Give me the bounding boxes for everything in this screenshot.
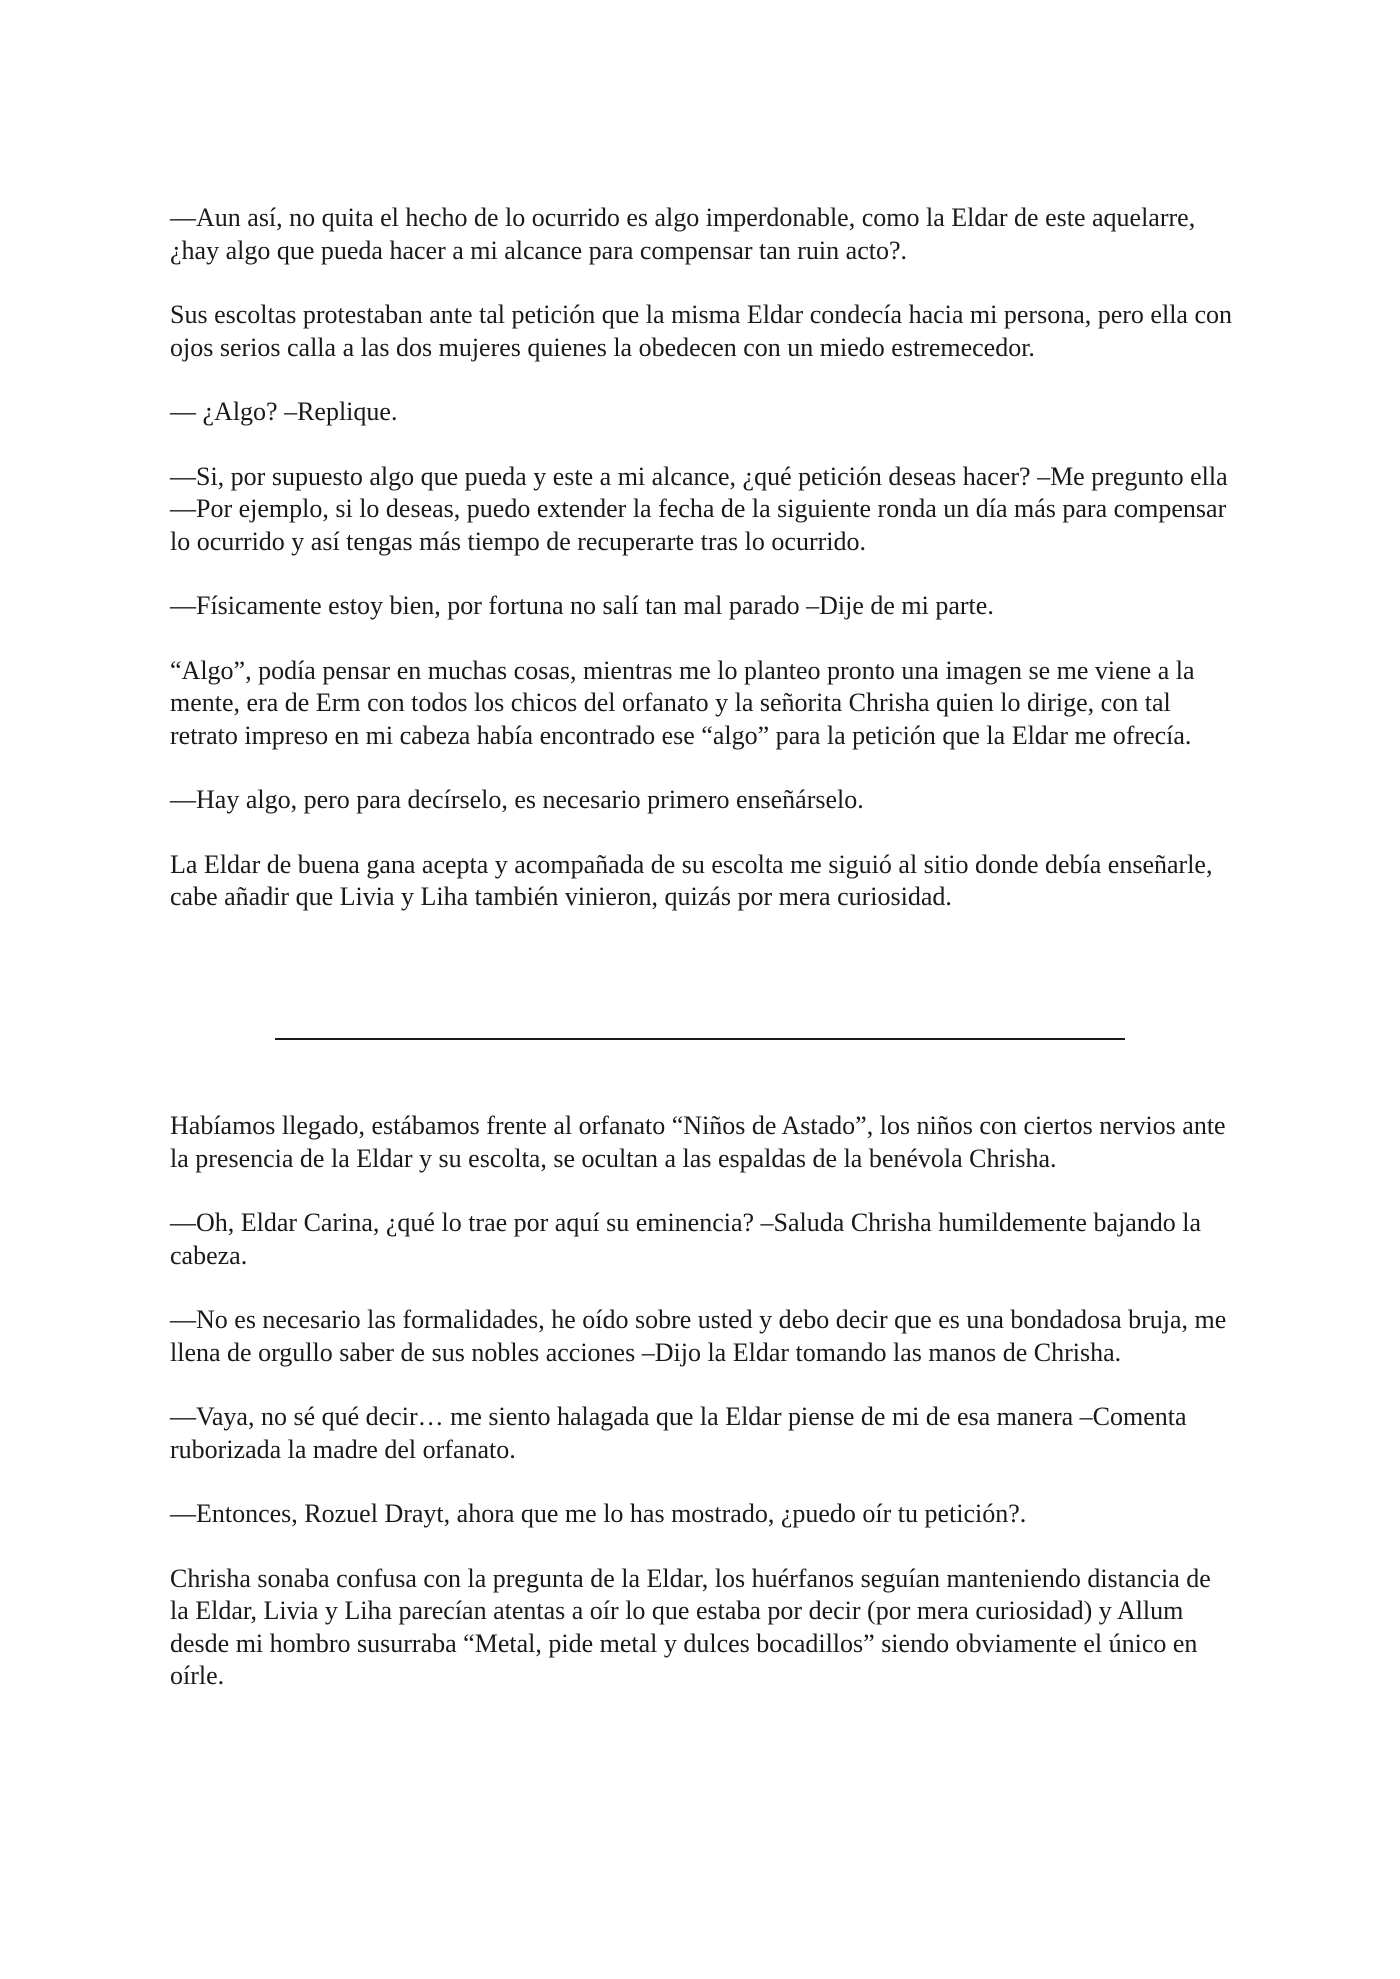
paragraph: —No es necesario las formalidades, he oído sobre usted y debo decir que es una bondadosa bruja, me llena de orgullo saber de sus nobles acciones –Dijo la Eldar tomando las manos de Chrisha. <box>170 1305 1227 1367</box>
paragraph: —Hay algo, pero para decírselo, es necesario primero enseñárselo. <box>170 785 864 814</box>
paragraph: Chrisha sonaba confusa con la pregunta de la Eldar, los huérfanos seguían manteniendo distancia de la Eldar, Livia y Liha parecían atentas a oír lo que estaba por decir (por mera curiosidad) y Allum desde mi hombro susurraba “Metal, pide metal y dulces bocadillos” siendo obviamente el único en oírle. <box>170 1563 1211 1690</box>
paragraph: “Algo”, podía pensar en muchas cosas, mientras me lo planteo pronto una imagen se me viene a la mente, era de Erm con todos los chicos del orfanato y la señorita Chrisha quien lo dirige, con tal retrato impreso en mi cabeza había encontrado ese “algo” para la petición que la Eldar me ofrecía. <box>170 655 1195 750</box>
paragraph: La Eldar de buena gana acepta y acompañada de su escolta me siguió al sitio donde debía enseñarle, cabe añadir que Livia y Liha también vinieron, quizás por mera curiosidad. <box>170 849 1213 911</box>
paragraph: Sus escoltas protestaban ante tal petición que la misma Eldar condecía hacia mi persona, pero ella con ojos serios calla a las dos mujeres quienes la obedecen con un miedo estremecedor. <box>170 300 1233 362</box>
paragraph: —Vaya, no sé qué decir… me siento halagada que la Eldar piense de mi de esa manera –Comenta ruborizada la madre del orfanato. <box>170 1402 1187 1464</box>
paragraph: —Aun así, no quita el hecho de lo ocurrido es algo imperdonable, como la Eldar de este aquelarre, ¿hay algo que pueda hacer a mi alcance para compensar tan ruin acto?. <box>170 203 1196 265</box>
paragraph: — ¿Algo? –Replique. <box>170 397 398 426</box>
text-section-2 <box>170 1110 1232 1725</box>
section-divider <box>275 1038 1125 1040</box>
paragraph: Habíamos llegado, estábamos frente al orfanato “Niños de Astado”, los niños con ciertos nervios ante la presencia de la Eldar y su escolta, se ocultan a las espaldas de la benévola Chrisha. <box>170 1111 1226 1173</box>
paragraph: —Entonces, Rozuel Drayt, ahora que me lo has mostrado, ¿puedo oír tu petición?. <box>170 1499 1027 1528</box>
paragraph: —Oh, Eldar Carina, ¿qué lo trae por aquí su eminencia? –Saluda Chrisha humildemente bajando la cabeza. <box>170 1208 1202 1270</box>
paragraph: —Si, por supuesto algo que pueda y este a mi alcance, ¿qué petición deseas hacer? –Me pregunto ella —Por ejemplo, si lo deseas, puedo extender la fecha de la siguiente ronda un día más para compensar lo ocurrido y así tengas más tiempo de recuperarte tras lo ocurrido. <box>170 461 1228 556</box>
paragraph: —Físicamente estoy bien, por fortuna no salí tan mal parado –Dije de mi parte. <box>170 591 994 620</box>
text-section-1 <box>170 202 1232 946</box>
